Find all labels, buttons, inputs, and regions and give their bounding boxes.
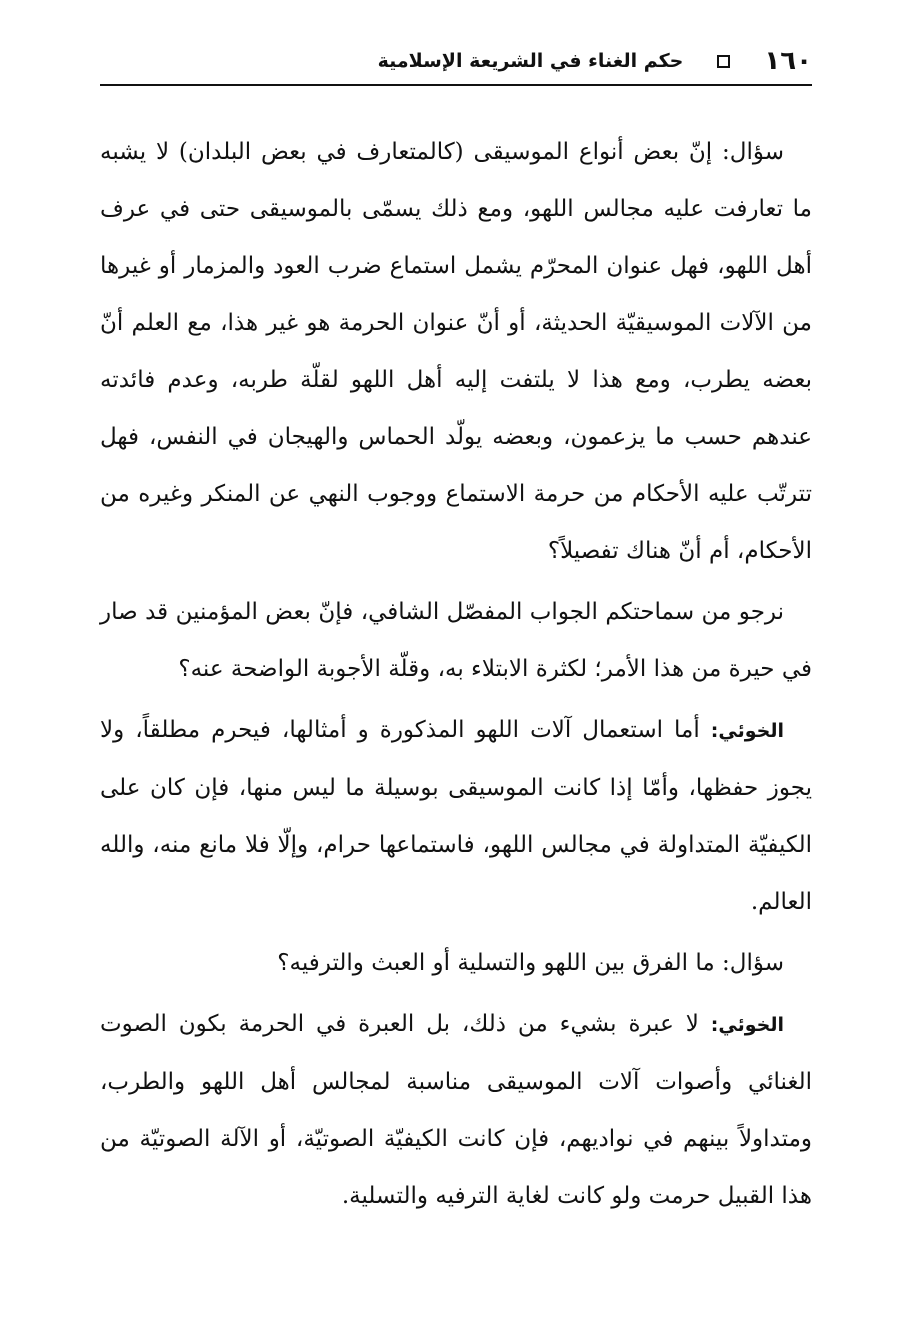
- paragraph-text: سؤال: إنّ بعض أنواع الموسيقى (كالمتعارف في بعض البلدان) لا يشبه ما تعارفت عليه مجالس اللهو، ومع ذلك يسمّى بالموسيقى حتى في عرف أهل اللهو، فهل عنوان المحرّم يشمل استماع ضرب العود والمزمار أو غيرها من الآلات الموسيقيّة الحديثة، أو أنّ عنوان الحرمة هو غير هذا، مع العلم أنّ بعضه يطرب، ومع هذا لا يلتفت إليه أهل اللهو لقلّة طربه، وعدم فائدته عندهم حسب ما يزعمون، وبعضه يولّد الحماس والهيجان في النفس، فهل تترتّب عليه الأحكام من حرمة الاستماع ووجوب النهي عن المنكر وغيره من الأحكام، أم أنّ هناك تفصيلاً؟: [100, 139, 812, 564]
- header-square-ornament: [717, 55, 730, 68]
- question-paragraph: [100, 124, 812, 580]
- paragraph-text: نرجو من سماحتكم الجواب المفصّل الشافي، فإنّ بعض المؤمنين قد صار في حيرة من هذا الأمر؛ لكثرة الابتلاء به، وقلّة الأجوبة الواضحة عنه؟: [100, 599, 812, 682]
- page-number: ١٦٠: [764, 46, 812, 76]
- book-page: [100, 40, 812, 1229]
- answer-speaker: الخوئي:: [710, 720, 784, 742]
- answer-paragraph: [100, 996, 812, 1225]
- question-paragraph: [100, 935, 812, 992]
- answer-speaker: الخوئي:: [710, 1014, 784, 1036]
- paragraph-text: سؤال: ما الفرق بين اللهو والتسلية أو العبث والترفيه؟: [277, 950, 784, 976]
- paragraph-text: أما استعمال آلات اللهو المذكورة و أمثالها، فيحرم مطلقاً، ولا يجوز حفظها، وأمّا إذا كانت الموسيقى بوسيلة ما ليس منها، فإن كان على الكيفيّة المتداولة في مجالس اللهو، فاستماعها حرام، وإلّا فلا مانع منه، والله العالم.: [100, 717, 812, 915]
- paragraph-text: لا عبرة بشيء من ذلك، بل العبرة في الحرمة بكون الصوت الغنائي وأصوات آلات الموسيقى مناسبة لمجالس أهل اللهو والطرب، ومتداولاً بينهم في نواديهم، فإن كانت الكيفيّة الصوتيّة، أو الآلة الصوتيّة من هذا القبيل حرمت ولو كانت لغاية الترفيه والتسلية.: [100, 1011, 812, 1209]
- answer-paragraph: [100, 702, 812, 931]
- page-header: [100, 40, 812, 86]
- running-title: حكم الغناء في الشريعة الإسلامية: [377, 50, 684, 72]
- question-continuation-paragraph: [100, 584, 812, 698]
- page-body: [100, 124, 812, 1225]
